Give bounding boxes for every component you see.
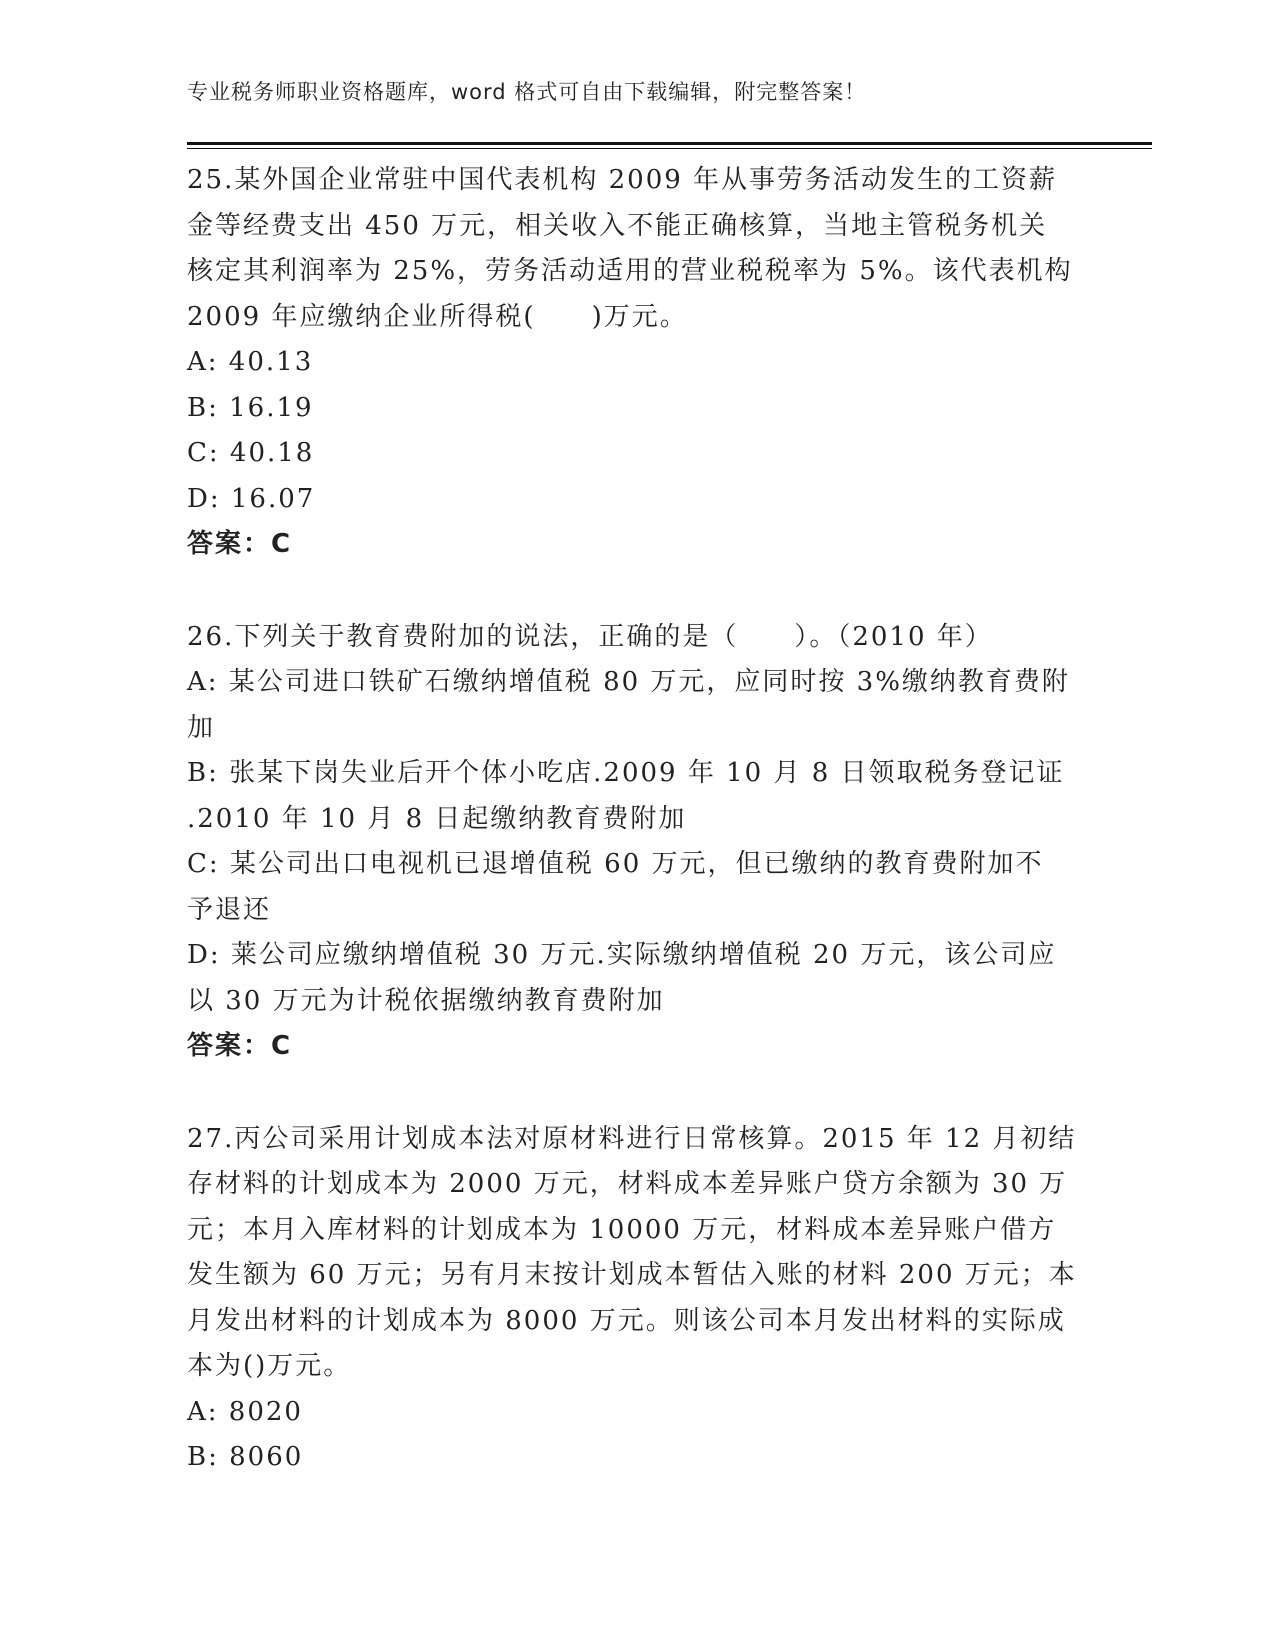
- option-a: A: 8020: [187, 1396, 303, 1427]
- option-d: D: 16.07: [187, 483, 316, 514]
- question-stem-line: 月发出材料的计划成本为 8000 万元。则该公司本月发出材料的实际成: [187, 1305, 1066, 1336]
- option-d-continued: 以 30 万元为计税依据缴纳教育费附加: [187, 985, 665, 1016]
- question-stem-line: 核定其利润率为 25%，劳务活动适用的营业税税率为 5%。该代表机构: [187, 256, 1073, 286]
- question-spacer: [187, 1070, 1087, 1117]
- question-stem-line: 存材料的计划成本为 2000 万元，材料成本差异账户贷方余额为 30 万: [187, 1169, 1068, 1199]
- question-stem-line: 25.某外国企业常驻中国代表机构 2009 年从事劳务活动发生的工资薪: [187, 165, 1058, 195]
- question-list: [187, 158, 1087, 1481]
- question-27: [187, 1117, 1087, 1481]
- question-26: [187, 615, 1087, 1070]
- option-b: B: 张某下岗失业后开个体小吃店.2009 年 10 月 8 日领取税务登记证: [187, 758, 1065, 788]
- option-b: B: 8060: [187, 1442, 304, 1472]
- question-stem-line: 2009 年应缴纳企业所得税( )万元。: [187, 301, 688, 332]
- option-a-continued: 加: [187, 712, 216, 743]
- option-c: C: 某公司出口电视机已退增值税 60 万元，但已缴纳的教育费附加不: [187, 849, 1044, 879]
- header-divider-thick: [187, 142, 1152, 145]
- option-c-continued: 予退还: [187, 894, 272, 925]
- option-d: D: 莱公司应缴纳增值税 30 万元.实际缴纳增值税 20 万元，该公司应: [187, 940, 1057, 970]
- option-c: C: 40.18: [187, 438, 315, 468]
- question-stem-line: 元；本月入库材料的计划成本为 10000 万元，材料成本差异账户借方: [187, 1214, 1057, 1245]
- question-stem-line: 27.丙公司采用计划成本法对原材料进行日常核算。2015 年 12 月初结: [187, 1123, 1077, 1154]
- answer-line: 答案：C: [187, 1031, 293, 1061]
- option-a: A: 40.13: [187, 347, 314, 377]
- page-header: 专业税务师职业资格题库，word 格式可自由下载编辑，附完整答案！: [187, 80, 867, 104]
- option-b: B: 16.19: [187, 392, 314, 423]
- question-spacer: [187, 568, 1087, 615]
- question-stem-line: 金等经费支出 450 万元，相关收入不能正确核算，当地主管税务机关: [187, 210, 1048, 241]
- option-b-continued: .2010 年 10 月 8 日起缴纳教育费附加: [187, 803, 687, 834]
- question-stem-line: 发生额为 60 万元；另有月末按计划成本暂估入账的材料 200 万元；本: [187, 1260, 1077, 1290]
- header-divider-thin: [187, 148, 1152, 149]
- answer-line: 答案：C: [187, 529, 293, 559]
- question-25: [187, 158, 1087, 568]
- option-a: A: 某公司进口铁矿石缴纳增值税 80 万元，应同时按 3%缴纳教育费附: [187, 667, 1070, 697]
- question-stem-line: 26.下列关于教育费附加的说法，正确的是（ ）。（2010 年）: [187, 621, 993, 652]
- question-stem-line: 本为()万元。: [187, 1351, 352, 1381]
